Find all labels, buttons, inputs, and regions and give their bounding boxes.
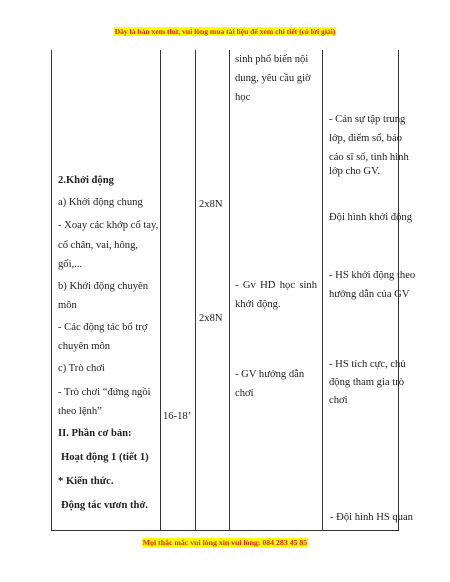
gv-huong-dan-line1: - GV hướng dẫn [235, 369, 305, 380]
dong-tac-heading: Động tác vươn thở. [61, 500, 148, 511]
hoat-dong-heading: Hoạt động 1 (tiết 1) [61, 452, 149, 463]
rep-count-2: 2x8N [199, 313, 223, 324]
can-su-line4: lớp cho GV. [329, 166, 381, 177]
bo-tro-line1: - Các động tác bổ trợ [58, 322, 148, 333]
hs-khoi-dong-line1: - HS khởi động theo [329, 270, 416, 281]
col-divider-3 [229, 50, 230, 530]
xoay-khop-line1: - Xoay các khớp cổ tay, [58, 220, 159, 231]
can-su-line3: cáo sĩ số, tình hình [329, 152, 409, 163]
bo-tro-line2: chuyên môn [58, 341, 111, 352]
doi-hinh-hs-quan: - Đội hình HS quan [330, 512, 413, 523]
doi-hinh-khoi-dong: Đội hình khởi động [329, 212, 412, 223]
table-border-left [51, 50, 52, 530]
table-border-bottom [51, 530, 399, 531]
preview-banner-text: Đây là bản xem thử, vui lòng mua tài liệu để xem chi tiết (có lời giải) [114, 27, 336, 36]
hs-tich-cuc-line2: động tham gia trò [329, 377, 405, 388]
tro-choi-line2: theo lệnh” [58, 406, 102, 417]
time-value: 16-18’ [163, 411, 192, 422]
pho-bien-line2: dung, yêu cầu giờ [235, 73, 311, 84]
pho-bien-line3: học [235, 92, 251, 103]
tro-choi-label: c) Trò chơi [58, 363, 105, 374]
col-divider-2 [195, 50, 196, 530]
khoi-dong-heading: 2.Khởi động [58, 175, 114, 186]
hs-tich-cuc-line1: - HS tích cực, chủ [329, 359, 406, 370]
phan-co-ban-heading: II. Phần cơ bản: [58, 428, 132, 439]
khoi-dong-chuyen-mon-line2: môn [58, 300, 77, 311]
pho-bien-line1: sinh phổ biến nội [235, 54, 309, 65]
col-divider-4 [322, 50, 323, 530]
tro-choi-line1: - Trò chơi “đứng ngồi [58, 387, 151, 398]
gv-hd-line1: - Gv HD học sinh [235, 280, 317, 291]
preview-banner [0, 27, 450, 36]
xoay-khop-line2: cổ chân, vai, hông, [58, 240, 139, 251]
contact-banner [0, 538, 450, 547]
khoi-dong-chuyen-mon-line1: b) Khởi động chuyên [58, 281, 149, 292]
gv-hd-line2: khởi động. [235, 299, 281, 310]
hs-khoi-dong-line2: hướng dẫn của GV [329, 289, 410, 300]
kien-thuc-heading: * Kiến thức. [58, 476, 114, 487]
xoay-khop-line3: gối,... [58, 259, 83, 270]
rep-count-1: 2x8N [199, 199, 223, 210]
col-divider-1 [160, 50, 161, 530]
khoi-dong-chung-label: a) Khởi động chung [58, 197, 143, 208]
contact-banner-text: Mọi thắc mắc vui lòng xin vui lòng: 084 283 45 85 [142, 538, 308, 547]
can-su-line2: lớp, điểm số, báo [329, 133, 402, 144]
can-su-line1: - Cán sự tập trung [329, 114, 406, 125]
hs-tich-cuc-line3: chơi [329, 395, 348, 406]
gv-huong-dan-line2: chơi [235, 388, 254, 399]
